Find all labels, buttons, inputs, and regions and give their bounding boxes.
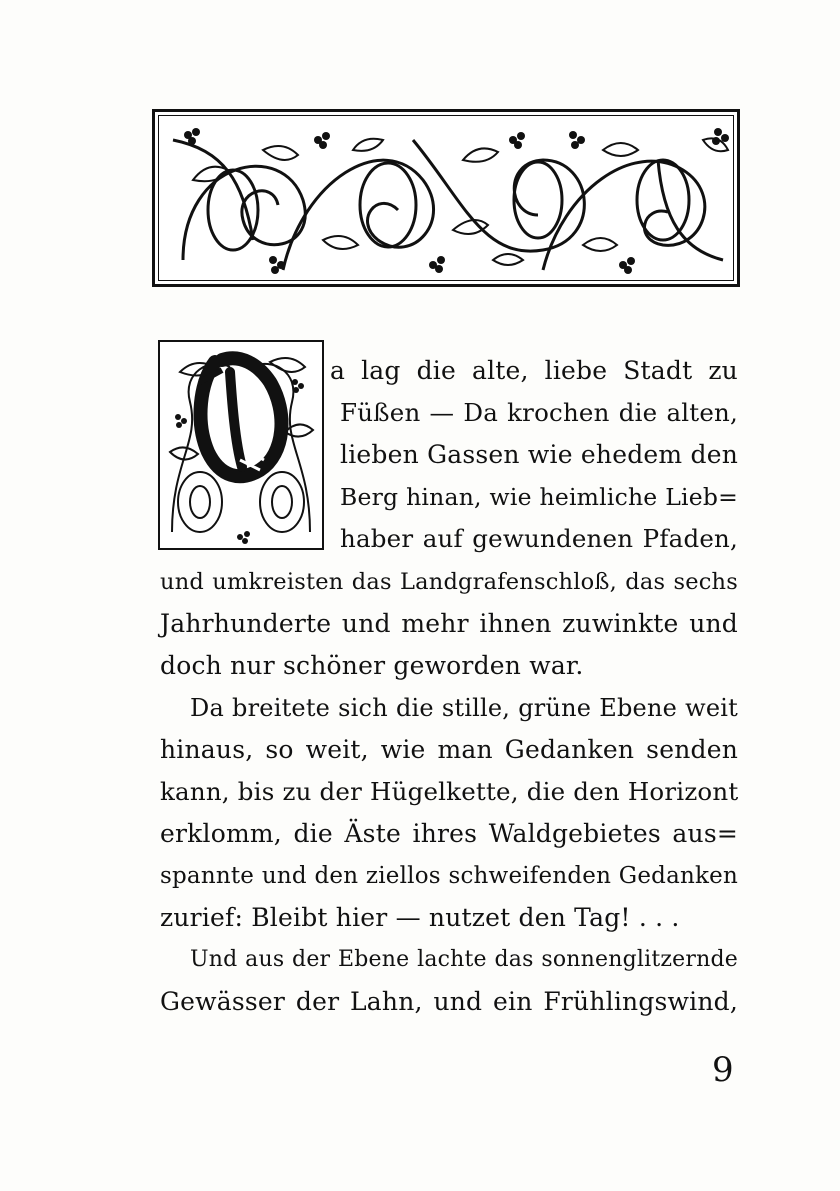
text-line-8: doch nur schöner geworden war. — [160, 651, 584, 680]
text-line-13: spannte und den ziellos schweifenden Gedanken — [160, 863, 738, 889]
header-ornament — [152, 109, 740, 287]
text-line-11: kann, bis zu der Hügelkette, die den Horizont — [160, 777, 739, 806]
text-line-5: haber auf gewundenen Pfaden, — [340, 524, 738, 553]
text-line-15: Und aus der Ebene lachte das sonnenglitzernde — [190, 947, 738, 972]
text-line-16: Gewässer der Lahn, und ein Frühlingswind, — [160, 987, 738, 1016]
text-line-10: hinaus, so weit, wie man Gedanken senden — [160, 735, 738, 764]
text-line-3: lieben Gassen wie ehedem den — [340, 440, 738, 469]
text-line-4: Berg hinan, wie heimliche Lieb= — [340, 483, 738, 511]
text-line-12: erklomm, die Äste ihres Waldgebietes aus= — [160, 819, 738, 848]
decorated-initial — [158, 340, 324, 550]
floral-vine-ornament-icon — [163, 120, 735, 282]
text-line-9: Da breitete sich die stille, grüne Ebene weit — [190, 694, 738, 722]
text-line-2: Füßen — Da krochen die alten, — [340, 398, 738, 427]
text-line-7: Jahrhunderte und mehr ihnen zuwinkte und — [160, 609, 738, 638]
decorated-initial-d-icon — [160, 342, 322, 548]
text-line-14: zurief: Bleibt hier — nutzet den Tag! . . . — [160, 903, 680, 932]
page-number: 9 — [712, 1050, 734, 1090]
text-line-1: a lag die alte, liebe Stadt zu — [330, 356, 738, 385]
text-line-6: und umkreisten das Landgrafenschloß, das sechs — [160, 569, 738, 595]
